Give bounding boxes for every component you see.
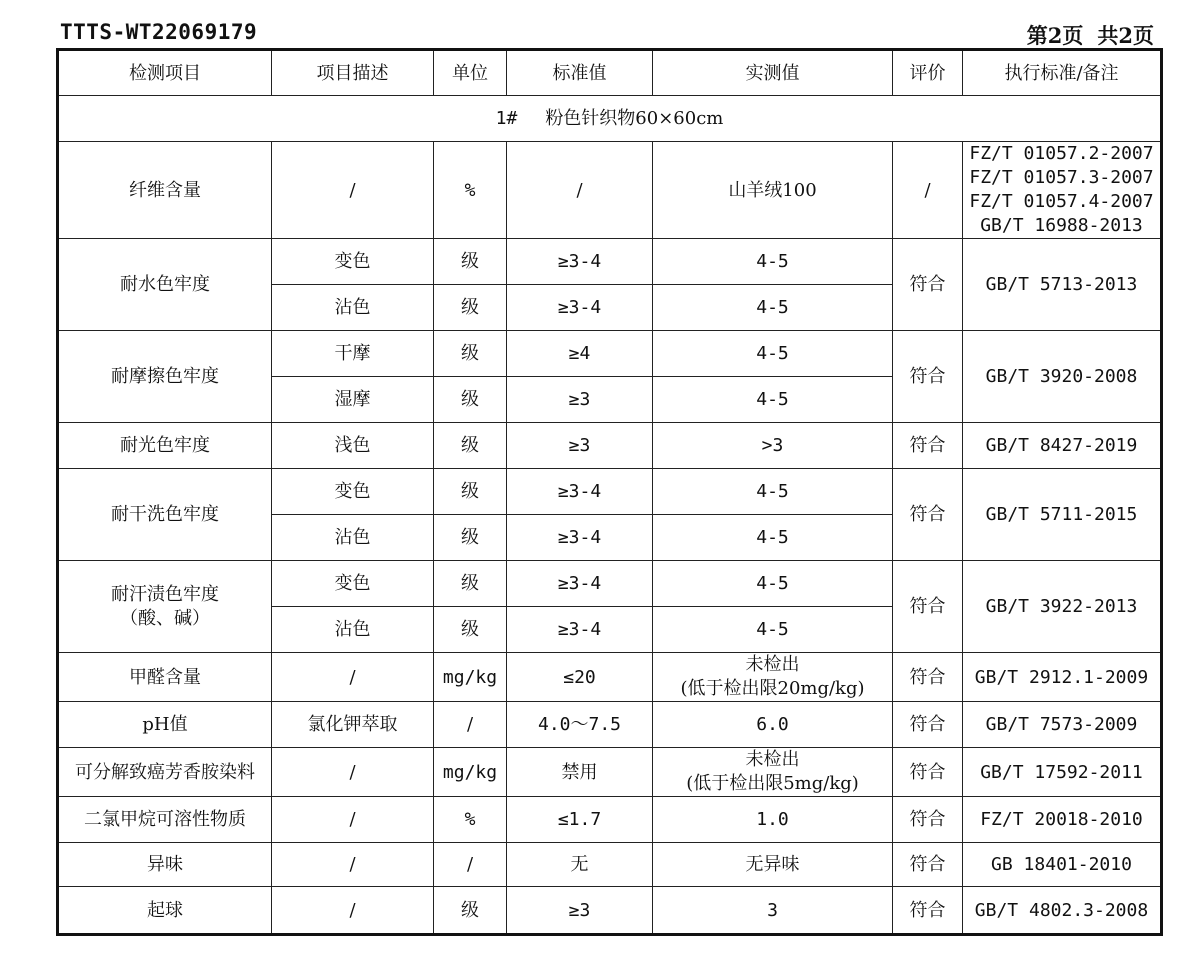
standard-cell: GB/T 3920-2008 <box>963 331 1162 423</box>
eval-cell: 符合 <box>893 887 963 935</box>
desc-cell: 沾色 <box>272 515 434 561</box>
eval-cell: 符合 <box>893 843 963 887</box>
standard-cell: GB/T 7573-2009 <box>963 702 1162 748</box>
col-header-standard-value: 标准值 <box>507 50 653 96</box>
table-row <box>58 142 1162 239</box>
result-cell: 4-5 <box>653 607 893 653</box>
result-cell <box>653 653 893 702</box>
result-cell: 无异味 <box>653 843 893 887</box>
standard-cell <box>963 142 1162 239</box>
desc-cell: 湿摩 <box>272 377 434 423</box>
col-header-result: 实测值 <box>653 50 893 96</box>
standard-cell: GB 18401-2010 <box>963 843 1162 887</box>
desc-cell: / <box>272 748 434 797</box>
result-cell: 4-5 <box>653 285 893 331</box>
std-value-cell: 无 <box>507 843 653 887</box>
table-row <box>58 702 1162 748</box>
desc-cell: 干摩 <box>272 331 434 377</box>
result-cell: 4-5 <box>653 377 893 423</box>
eval-cell: 符合 <box>893 561 963 653</box>
std-value-cell: 禁用 <box>507 748 653 797</box>
standard-cell: GB/T 17592-2011 <box>963 748 1162 797</box>
desc-cell: 变色 <box>272 561 434 607</box>
std-value-cell: ≤20 <box>507 653 653 702</box>
col-header-unit: 单位 <box>434 50 507 96</box>
desc-cell: 氯化钾萃取 <box>272 702 434 748</box>
result-cell: 4-5 <box>653 469 893 515</box>
col-header-desc: 项目描述 <box>272 50 434 96</box>
unit-cell: / <box>434 702 507 748</box>
item-cell: 甲醛含量 <box>58 653 272 702</box>
result-cell: 3 <box>653 887 893 935</box>
item-cell: 耐水色牢度 <box>58 239 272 331</box>
result-cell: 6.0 <box>653 702 893 748</box>
sample-name: 粉色针织物60×60cm <box>545 108 724 129</box>
item-cell: 异味 <box>58 843 272 887</box>
desc-cell: 变色 <box>272 469 434 515</box>
unit-cell: 级 <box>434 285 507 331</box>
std-value-cell: / <box>507 142 653 239</box>
standard-cell: FZ/T 20018-2010 <box>963 797 1162 843</box>
eval-cell: 符合 <box>893 748 963 797</box>
result-cell: 4-5 <box>653 331 893 377</box>
page-indicator <box>1013 20 1154 50</box>
std-value-cell: ≤1.7 <box>507 797 653 843</box>
item-line: （酸、碱） <box>120 607 210 629</box>
std-value-cell: ≥3-4 <box>507 515 653 561</box>
sample-cell <box>58 96 1162 142</box>
eval-cell: 符合 <box>893 469 963 561</box>
table-row <box>58 887 1162 935</box>
std-value-cell: ≥3 <box>507 887 653 935</box>
desc-cell: / <box>272 142 434 239</box>
result-line: (低于检出限20mg/kg) <box>680 678 865 699</box>
page-total: 共2页 <box>1097 23 1154 48</box>
result-cell: 山羊绒100 <box>653 142 893 239</box>
item-cell: 起球 <box>58 887 272 935</box>
sample-number: 1# <box>495 108 518 129</box>
std-value-cell: ≥3-4 <box>507 607 653 653</box>
table-row <box>58 843 1162 887</box>
eval-cell: 符合 <box>893 423 963 469</box>
result-cell: 4-5 <box>653 239 893 285</box>
item-cell: 耐干洗色牢度 <box>58 469 272 561</box>
report-number: TTTS-WT22069179 <box>60 20 258 44</box>
desc-cell: 沾色 <box>272 285 434 331</box>
desc-cell: / <box>272 887 434 935</box>
desc-cell: 浅色 <box>272 423 434 469</box>
item-cell: 二氯甲烷可溶性物质 <box>58 797 272 843</box>
unit-cell: 级 <box>434 239 507 285</box>
standard-cell: GB/T 5713-2013 <box>963 239 1162 331</box>
unit-cell: 级 <box>434 469 507 515</box>
col-header-standard: 执行标准/备注 <box>963 50 1162 96</box>
desc-cell: / <box>272 653 434 702</box>
result-cell: 4-5 <box>653 561 893 607</box>
desc-cell: 变色 <box>272 239 434 285</box>
unit-cell: 级 <box>434 423 507 469</box>
unit-cell: 级 <box>434 515 507 561</box>
desc-cell: / <box>272 797 434 843</box>
unit-cell: 级 <box>434 607 507 653</box>
item-cell: 纤维含量 <box>58 142 272 239</box>
standard-line: GB/T 16988-2013 <box>980 215 1143 236</box>
std-value-cell: ≥4 <box>507 331 653 377</box>
result-cell <box>653 748 893 797</box>
table-row <box>58 797 1162 843</box>
unit-cell: % <box>434 142 507 239</box>
eval-cell: 符合 <box>893 797 963 843</box>
sample-row <box>58 96 1162 142</box>
result-cell: >3 <box>653 423 893 469</box>
table-row <box>58 239 1162 285</box>
result-cell: 4-5 <box>653 515 893 561</box>
std-value-cell: ≥3 <box>507 423 653 469</box>
item-cell <box>58 561 272 653</box>
item-cell: pH值 <box>58 702 272 748</box>
standard-cell: GB/T 4802.3-2008 <box>963 887 1162 935</box>
unit-cell: mg/kg <box>434 748 507 797</box>
item-cell: 耐光色牢度 <box>58 423 272 469</box>
item-cell: 可分解致癌芳香胺染料 <box>58 748 272 797</box>
table-row <box>58 331 1162 377</box>
standard-cell: GB/T 3922-2013 <box>963 561 1162 653</box>
item-line: 耐汗渍色牢度 <box>111 583 219 605</box>
std-value-cell: ≥3-4 <box>507 239 653 285</box>
unit-cell: 级 <box>434 887 507 935</box>
unit-cell: 级 <box>434 377 507 423</box>
table-row <box>58 653 1162 702</box>
eval-cell: / <box>893 142 963 239</box>
table-row <box>58 748 1162 797</box>
standard-line: FZ/T 01057.3-2007 <box>969 167 1154 188</box>
desc-cell: / <box>272 843 434 887</box>
eval-cell: 符合 <box>893 653 963 702</box>
test-results-table <box>56 48 1163 936</box>
unit-cell: 级 <box>434 561 507 607</box>
eval-cell: 符合 <box>893 702 963 748</box>
standard-cell: GB/T 5711-2015 <box>963 469 1162 561</box>
std-value-cell: ≥3-4 <box>507 285 653 331</box>
std-value-cell: ≥3-4 <box>507 561 653 607</box>
std-value-cell: ≥3-4 <box>507 469 653 515</box>
result-line: 未检出 <box>745 749 800 770</box>
standard-cell: GB/T 8427-2019 <box>963 423 1162 469</box>
desc-cell: 沾色 <box>272 607 434 653</box>
table-row <box>58 469 1162 515</box>
eval-cell: 符合 <box>893 331 963 423</box>
page-number: 第2页 <box>1026 23 1084 48</box>
table-row <box>58 561 1162 607</box>
std-value-cell: 4.0～7.5 <box>507 702 653 748</box>
unit-cell: mg/kg <box>434 653 507 702</box>
unit-cell: / <box>434 843 507 887</box>
item-cell: 耐摩擦色牢度 <box>58 331 272 423</box>
std-value-cell: ≥3 <box>507 377 653 423</box>
unit-cell: % <box>434 797 507 843</box>
result-line: (低于检出限5mg/kg) <box>686 773 859 794</box>
result-cell: 1.0 <box>653 797 893 843</box>
result-line: 未检出 <box>745 654 800 675</box>
standard-line: FZ/T 01057.2-2007 <box>969 143 1154 164</box>
standard-cell: GB/T 2912.1-2009 <box>963 653 1162 702</box>
table-row <box>58 423 1162 469</box>
unit-cell: 级 <box>434 331 507 377</box>
eval-cell: 符合 <box>893 239 963 331</box>
col-header-item: 检测项目 <box>58 50 272 96</box>
standard-line: FZ/T 01057.4-2007 <box>969 191 1154 212</box>
col-header-evaluation: 评价 <box>893 50 963 96</box>
table-header-row <box>58 50 1162 96</box>
